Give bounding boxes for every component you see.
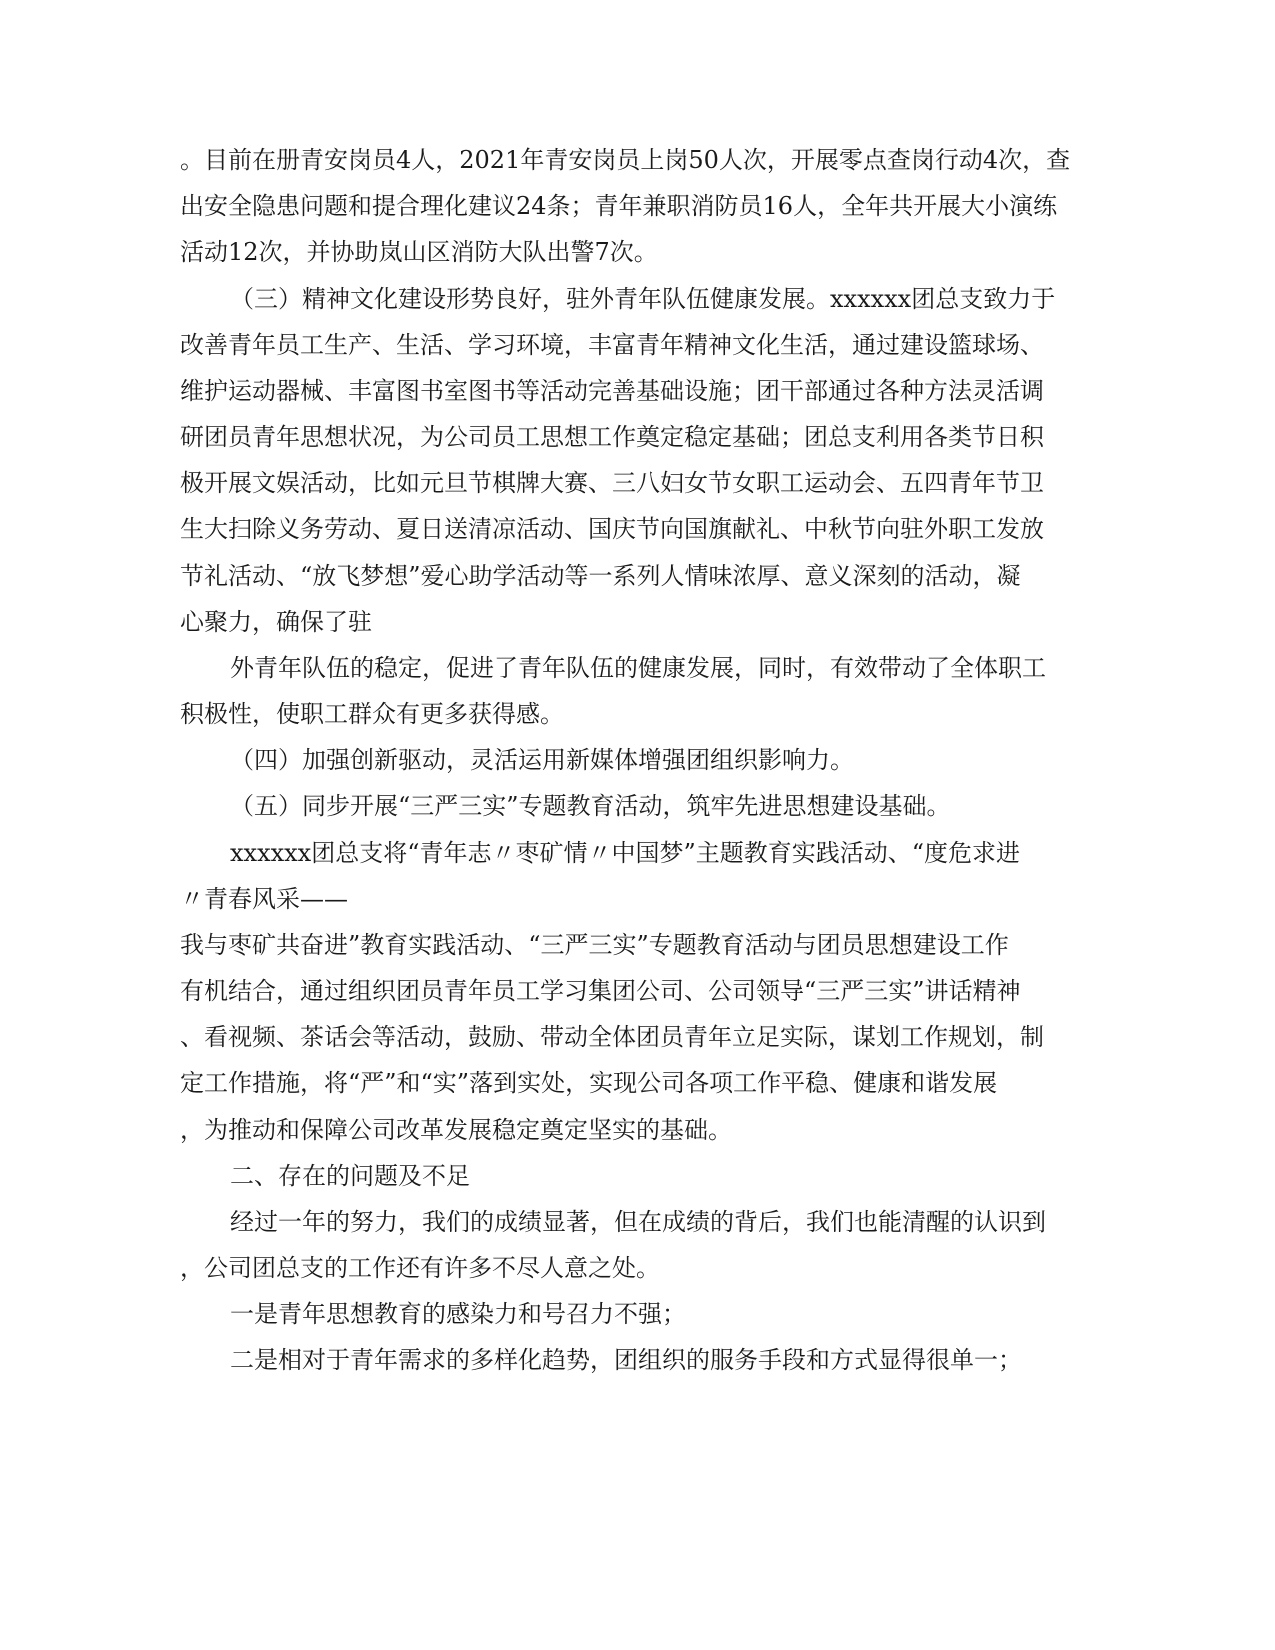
paragraph-line: 积极性，使职工群众有更多获得感。	[180, 700, 564, 728]
paragraph-line: 、看视频、茶话会等活动，鼓励、带动全体团员青年立足实际，谋划工作规划，制	[180, 1023, 1044, 1051]
paragraph-line: 。目前在册青安岗员4人，2021年青安岗员上岗50人次，开展零点查岗行动4次，查	[180, 146, 1071, 174]
paragraph-line: ，为推动和保障公司改革发展稳定奠定坚实的基础。	[180, 1116, 732, 1144]
paragraph-line: 一是青年思想教育的感染力和号召力不强；	[230, 1300, 686, 1328]
section-heading: （五）同步开展“三严三实”专题教育活动，筑牢先进思想建设基础。	[230, 792, 951, 820]
paragraph-line: 节礼活动、“放飞梦想”爱心助学活动等一系列人情味浓厚、意义深刻的活动，凝	[180, 562, 1021, 590]
paragraph-line: 极开展文娱活动，比如元旦节棋牌大赛、三八妇女节女职工运动会、五四青年节卫	[180, 469, 1044, 497]
paragraph-line: 定工作措施，将“严”和“实”落到实处，实现公司各项工作平稳、健康和谐发展	[180, 1069, 998, 1097]
paragraph-line: 〃青春风采——	[180, 885, 348, 913]
paragraph-line: 有机结合，通过组织团员青年员工学习集团公司、公司领导“三严三实”讲话精神	[180, 977, 1021, 1005]
paragraph-line: 活动12次，并协助岚山区消防大队出警7次。	[180, 238, 658, 266]
paragraph-line: 我与枣矿共奋进”教育实践活动、“三严三实”专题教育活动与团员思想建设工作	[180, 931, 1009, 959]
section-heading: 二、存在的问题及不足	[230, 1162, 470, 1190]
paragraph-line: 维护运动器械、丰富图书室图书等活动完善基础设施；团干部通过各种方法灵活调	[180, 377, 1044, 405]
paragraph-line: 外青年队伍的稳定，促进了青年队伍的健康发展，同时，有效带动了全体职工	[230, 654, 1046, 682]
paragraph-line: 出安全隐患问题和提合理化建议24条；青年兼职消防员16人，全年共开展大小演练	[180, 192, 1058, 220]
paragraph-line: 经过一年的努力，我们的成绩显著，但在成绩的背后，我们也能清醒的认识到	[230, 1208, 1046, 1236]
paragraph-line: ，公司团总支的工作还有许多不尽人意之处。	[180, 1254, 660, 1282]
paragraph-line: 生大扫除义务劳动、夏日送清凉活动、国庆节向国旗献礼、中秋节向驻外职工发放	[180, 515, 1044, 543]
section-heading: （四）加强创新驱动，灵活运用新媒体增强团组织影响力。	[230, 746, 854, 774]
paragraph-line: 心聚力，确保了驻	[180, 608, 372, 636]
paragraph-line: 研团员青年思想状况，为公司员工思想工作奠定稳定基础；团总支利用各类节日积	[180, 423, 1044, 451]
paragraph-line: 改善青年员工生产、生活、学习环境，丰富青年精神文化生活，通过建设篮球场、	[180, 331, 1044, 359]
paragraph-line: xxxxxx团总支将“青年志〃枣矿情〃中国梦”主题教育实践活动、“度危求进	[230, 839, 1021, 867]
paragraph-line: （三）精神文化建设形势良好，驻外青年队伍健康发展。xxxxxx团总支致力于	[230, 285, 1056, 313]
paragraph-line: 二是相对于青年需求的多样化趋势，团组织的服务手段和方式显得很单一；	[230, 1346, 1022, 1374]
